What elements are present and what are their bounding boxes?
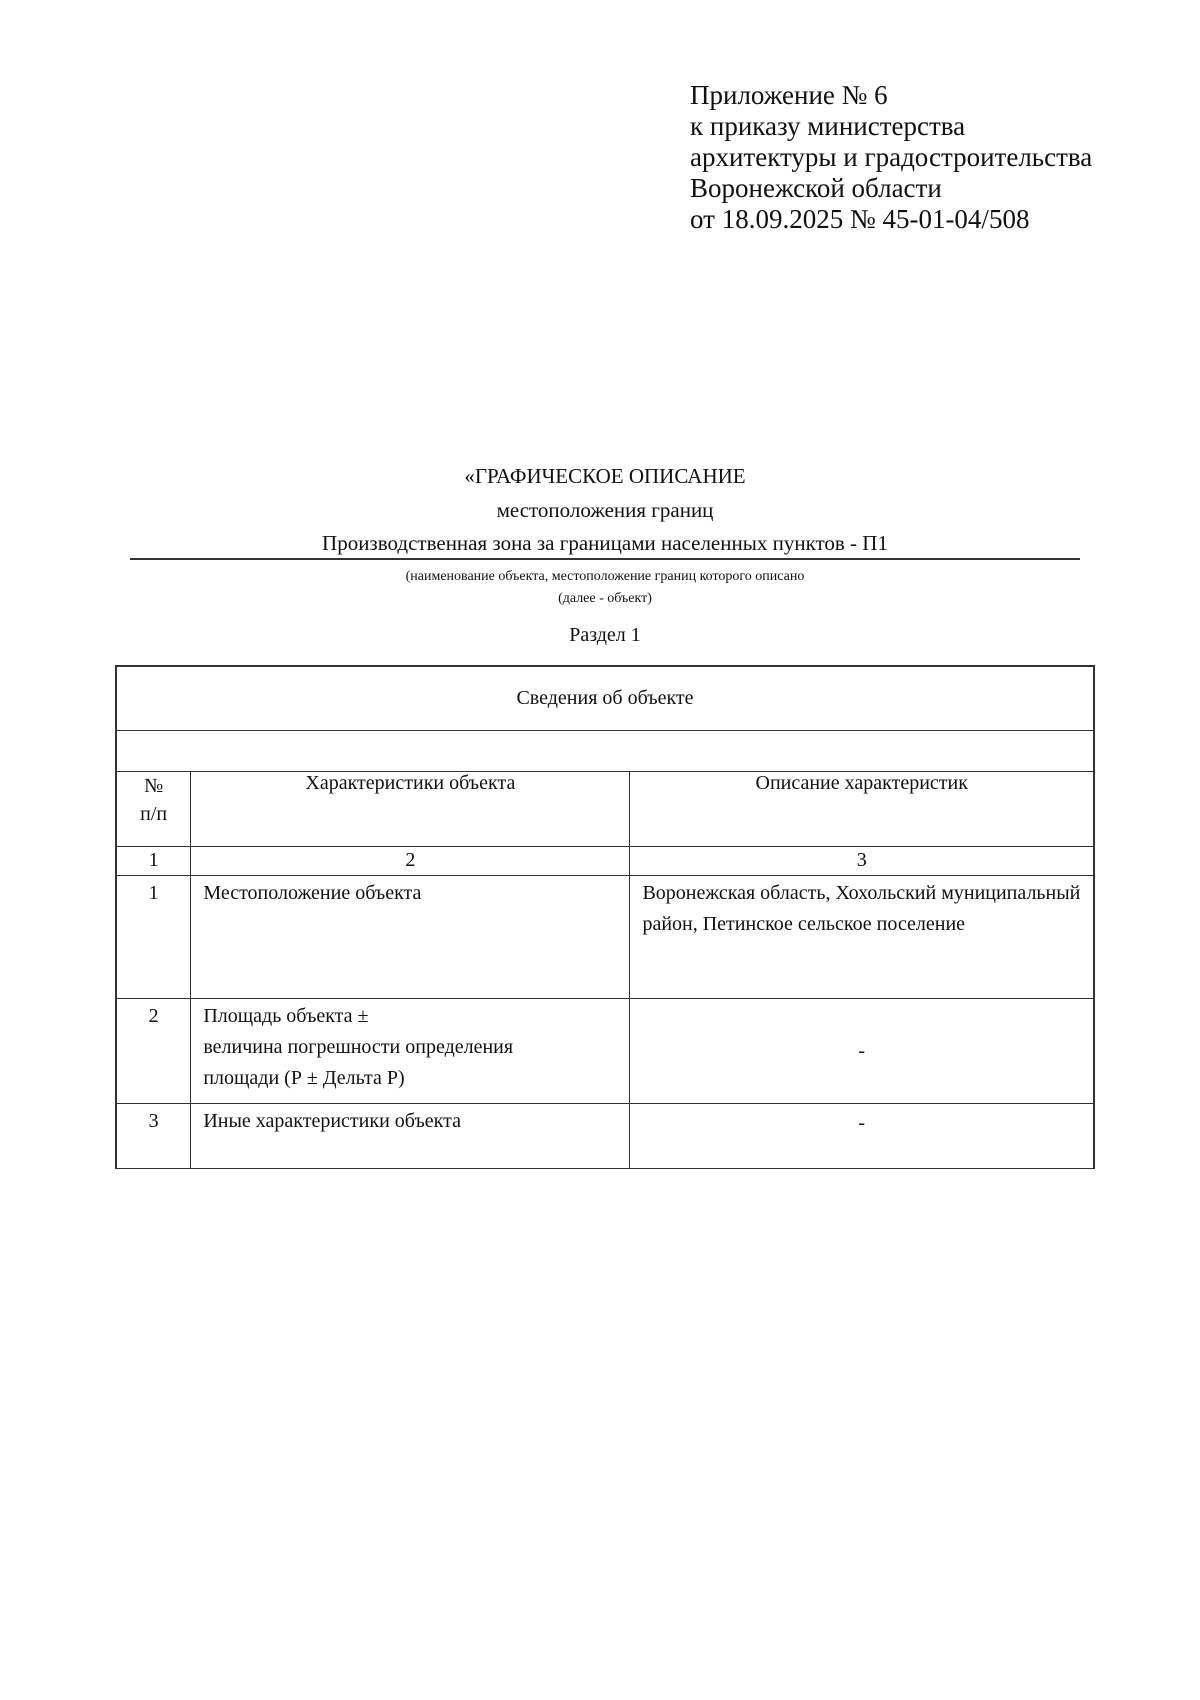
- row-description: -: [630, 999, 1094, 1104]
- appendix-line: Приложение № 6: [690, 80, 888, 110]
- row-characteristic: Местоположение объекта: [191, 876, 630, 999]
- row-num: 3: [116, 1104, 191, 1169]
- header-characteristics: Характеристики объекта: [191, 772, 630, 847]
- table-header-row: [116, 772, 1094, 847]
- column-number: 2: [191, 847, 630, 876]
- appendix-line: от 18.09.2025 № 45-01-04/508: [690, 204, 1030, 234]
- table-row: [116, 876, 1094, 999]
- table-caption: Сведения об объекте: [116, 666, 1094, 731]
- row-num: 2: [116, 999, 191, 1104]
- object-name-underline: [130, 558, 1080, 560]
- header-num: № п/п: [116, 772, 191, 847]
- appendix-line: Воронежской области: [690, 173, 942, 203]
- object-info-table: [115, 665, 1095, 1169]
- document-heading: [130, 462, 1080, 648]
- object-name: Производственная зона за границами населенных пунктов - П1: [322, 531, 888, 555]
- column-number: 1: [116, 847, 191, 876]
- document-title: «ГРАФИЧЕСКОЕ ОПИСАНИЕ: [464, 464, 746, 488]
- header-description: Описание характеристик: [630, 772, 1094, 847]
- object-name-note-1: (наименование объекта, местоположение границ которого описано: [405, 569, 805, 584]
- table-row: [116, 999, 1094, 1104]
- row-description: Воронежская область, Хохольский муниципальный район, Петинское сельское поселение: [630, 876, 1094, 999]
- table-blank-row: [116, 731, 1094, 772]
- appendix-line: архитектуры и градостроительства: [690, 142, 1093, 172]
- appendix-line: к приказу министерства: [690, 111, 966, 141]
- row-characteristic: Площадь объекта ± величина погрешности определения площади (Р ± Дельта Р): [191, 999, 630, 1104]
- row-characteristic: Иные характеристики объекта: [191, 1104, 630, 1169]
- section-title: Раздел 1: [569, 624, 641, 646]
- appendix-block: [690, 80, 1092, 235]
- object-name-note-2: (далее - объект): [558, 591, 652, 606]
- column-number: 3: [630, 847, 1094, 876]
- column-number-row: [116, 847, 1094, 876]
- document-subtitle: местоположения границ: [496, 498, 714, 522]
- table-row: [116, 1104, 1094, 1169]
- row-description: -: [630, 1104, 1094, 1169]
- row-num: 1: [116, 876, 191, 999]
